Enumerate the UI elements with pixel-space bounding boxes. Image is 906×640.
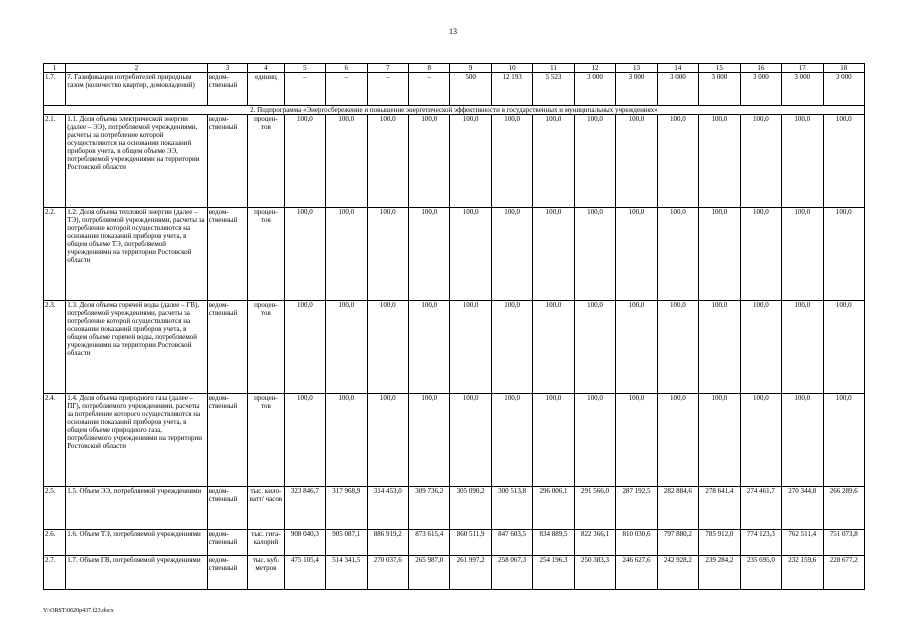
value-cell: 242 928,2: [657, 556, 698, 590]
table-row: [44, 394, 865, 487]
unit-of-measure: тыс. кило-ватт/ часов: [248, 487, 284, 530]
value-cell: 100,0: [326, 301, 367, 394]
value-cell: 314 453,0: [367, 487, 408, 530]
page-number: 13: [449, 27, 457, 36]
value-cell: 235 695,0: [740, 556, 781, 590]
value-cell: 100,0: [616, 208, 657, 301]
value-cell: 100,0: [533, 394, 574, 487]
column-number: 15: [699, 64, 740, 73]
indicator-type: ведом-ственный: [207, 394, 247, 487]
table-row: [44, 530, 865, 556]
value-cell: 873 615,4: [408, 530, 449, 556]
column-number: 9: [450, 64, 491, 73]
unit-of-measure: процен-тов: [248, 115, 284, 208]
indicator-type: ведом-ственный: [207, 301, 247, 394]
value-cell: 100,0: [408, 301, 449, 394]
table-row: [44, 73, 865, 106]
indicator-name: 1.7. Объем ГВ, потребляемой учреждениями: [66, 556, 208, 590]
value-cell: 100,0: [823, 115, 865, 208]
column-number: 4: [248, 64, 284, 73]
value-cell: 232 159,6: [782, 556, 823, 590]
value-cell: 100,0: [284, 301, 325, 394]
value-cell: 274 461,7: [740, 487, 781, 530]
value-cell: 100,0: [450, 301, 491, 394]
column-number: 14: [657, 64, 698, 73]
value-cell: 100,0: [782, 394, 823, 487]
value-cell: 100,0: [740, 301, 781, 394]
unit-of-measure: процен-тов: [248, 394, 284, 487]
value-cell: 300 513,8: [491, 487, 532, 530]
indicator-name: 1.2. Доля объема тепловой энергии (далее – ТЭ), потребляемой учреждениями, расчеты за потребление которой осуществляются на основании показаний приборов учета, в общем объеме ТЭ, потребляемой учреждениями на территории Ростовской области: [66, 208, 208, 301]
row-code: 1.7.: [44, 73, 66, 106]
value-cell: 751 073,8: [823, 530, 865, 556]
value-cell: 305 090,2: [450, 487, 491, 530]
value-cell: –: [367, 73, 408, 106]
table-row: [44, 208, 865, 301]
value-cell: 514 341,5: [326, 556, 367, 590]
row-code: 2.1.: [44, 115, 66, 208]
value-cell: 100,0: [367, 394, 408, 487]
row-code: 2.4.: [44, 394, 66, 487]
footer-file-path: Y:\ORST\0620p437.f23.docx: [43, 608, 114, 614]
value-cell: 100,0: [699, 208, 740, 301]
value-cell: 100,0: [657, 115, 698, 208]
value-cell: 475 105,4: [284, 556, 325, 590]
value-cell: 100,0: [367, 115, 408, 208]
table-row: [44, 487, 865, 530]
value-cell: 100,0: [326, 208, 367, 301]
indicator-type: ведом-ственный: [207, 115, 247, 208]
value-cell: 100,0: [408, 208, 449, 301]
value-cell: 265 987,0: [408, 556, 449, 590]
value-cell: 100,0: [657, 208, 698, 301]
column-number: 17: [782, 64, 823, 73]
value-cell: 860 511,9: [450, 530, 491, 556]
value-cell: 3 000: [574, 73, 615, 106]
value-cell: 100,0: [491, 394, 532, 487]
table-row: [44, 556, 865, 590]
table-row: [44, 115, 865, 208]
section-title: 2. Подпрограмма «Энергосбережение и повышение энергетической эффективности в государственных и муниципальных учреждениях»: [44, 106, 865, 115]
value-cell: 100,0: [782, 301, 823, 394]
value-cell: 100,0: [367, 208, 408, 301]
value-cell: 246 627,6: [616, 556, 657, 590]
value-cell: –: [326, 73, 367, 106]
value-cell: 287 192,5: [616, 487, 657, 530]
value-cell: 3 000: [782, 73, 823, 106]
value-cell: 100,0: [574, 394, 615, 487]
value-cell: 100,0: [450, 394, 491, 487]
value-cell: 100,0: [533, 115, 574, 208]
value-cell: 266 289,6: [823, 487, 865, 530]
value-cell: 100,0: [533, 208, 574, 301]
value-cell: 905 087,1: [326, 530, 367, 556]
column-number: 7: [367, 64, 408, 73]
value-cell: 100,0: [326, 394, 367, 487]
indicator-type: ведом-ственный: [207, 208, 247, 301]
indicators-table: [43, 63, 865, 590]
row-code: 2.2.: [44, 208, 66, 301]
value-cell: 834 889,5: [533, 530, 574, 556]
column-number: 16: [740, 64, 781, 73]
row-code: 2.7.: [44, 556, 66, 590]
value-cell: 886 919,2: [367, 530, 408, 556]
value-cell: 282 884,6: [657, 487, 698, 530]
value-cell: 100,0: [450, 208, 491, 301]
value-cell: 100,0: [782, 208, 823, 301]
value-cell: 908 040,3: [284, 530, 325, 556]
value-cell: 774 123,3: [740, 530, 781, 556]
value-cell: 100,0: [574, 208, 615, 301]
value-cell: 100,0: [740, 115, 781, 208]
column-number: 12: [574, 64, 615, 73]
value-cell: 3 000: [740, 73, 781, 106]
value-cell: 100,0: [284, 394, 325, 487]
value-cell: 810 030,6: [616, 530, 657, 556]
value-cell: –: [408, 73, 449, 106]
row-code: 2.6.: [44, 530, 66, 556]
value-cell: 228 677,2: [823, 556, 865, 590]
indicator-name: 1.4. Доля объема природного газа (далее – ПГ), потребляемого учреждениями, расчеты за потребление которого осуществляются на основании показаний приборов учета, в общем объеме природного газа, потребляемого учреждениями на территории Ростовской области: [66, 394, 208, 487]
value-cell: 5 523: [533, 73, 574, 106]
value-cell: 250 383,3: [574, 556, 615, 590]
indicator-type: ведом-ственный: [207, 556, 247, 590]
value-cell: 100,0: [326, 115, 367, 208]
value-cell: 270 037,6: [367, 556, 408, 590]
value-cell: 100,0: [782, 115, 823, 208]
unit-of-measure: тыс. куб. метров: [248, 556, 284, 590]
value-cell: 3 000: [657, 73, 698, 106]
value-cell: 100,0: [491, 301, 532, 394]
value-cell: 258 067,3: [491, 556, 532, 590]
value-cell: 100,0: [408, 115, 449, 208]
column-number: 1: [44, 64, 66, 73]
indicator-type: ведом-ственный: [207, 530, 247, 556]
value-cell: 100,0: [657, 394, 698, 487]
value-cell: 500: [450, 73, 491, 106]
indicator-name: 1.5. Объем ЭЭ, потребляемой учреждениями: [66, 487, 208, 530]
value-cell: 100,0: [616, 394, 657, 487]
value-cell: 100,0: [491, 115, 532, 208]
unit-of-measure: процен-тов: [248, 301, 284, 394]
value-cell: 100,0: [408, 394, 449, 487]
row-code: 2.3.: [44, 301, 66, 394]
column-number: 8: [408, 64, 449, 73]
value-cell: 309 736,2: [408, 487, 449, 530]
column-number: 2: [66, 64, 208, 73]
column-number: 13: [616, 64, 657, 73]
value-cell: 291 566,0: [574, 487, 615, 530]
value-cell: 239 284,2: [699, 556, 740, 590]
value-cell: 317 968,9: [326, 487, 367, 530]
value-cell: 100,0: [823, 301, 865, 394]
value-cell: 100,0: [616, 301, 657, 394]
column-number: 3: [207, 64, 247, 73]
value-cell: 100,0: [491, 208, 532, 301]
unit-of-measure: процен-тов: [248, 208, 284, 301]
column-number: 11: [533, 64, 574, 73]
indicator-name: 1.3. Доля объема горячей воды (далее – ГВ), потребляемой учреждениями, расчеты за потребление которой осуществляются на основании показаний приборов учета, в общем объеме горячей воды, потребляемой учреждениями на территории Ростовской области: [66, 301, 208, 394]
unit-of-measure: единиц: [248, 73, 284, 106]
value-cell: 100,0: [574, 115, 615, 208]
column-number: 10: [491, 64, 532, 73]
value-cell: 785 912,0: [699, 530, 740, 556]
value-cell: 270 344,8: [782, 487, 823, 530]
value-cell: 847 603,5: [491, 530, 532, 556]
value-cell: 100,0: [823, 208, 865, 301]
value-cell: 100,0: [699, 301, 740, 394]
indicator-type: ведом-ственный: [207, 73, 247, 106]
value-cell: 296 006,1: [533, 487, 574, 530]
value-cell: 100,0: [657, 301, 698, 394]
value-cell: 762 511,4: [782, 530, 823, 556]
value-cell: 261 997,2: [450, 556, 491, 590]
value-cell: 100,0: [740, 394, 781, 487]
value-cell: 100,0: [740, 208, 781, 301]
value-cell: 100,0: [616, 115, 657, 208]
indicator-name: 1.1. Доля объема электрической энергии (далее – ЭЭ), потребляемой учреждениями, расчеты за потребление которой осуществляются на основании показаний приборов учета, в общем объеме ЭЭ, потребляемой учреждениями на территории Ростовской области: [66, 115, 208, 208]
value-cell: 278 641,4: [699, 487, 740, 530]
unit-of-measure: тыс. гига-калорий: [248, 530, 284, 556]
column-number: 18: [823, 64, 865, 73]
value-cell: 100,0: [284, 208, 325, 301]
value-cell: 100,0: [533, 301, 574, 394]
indicator-type: ведом-ственный: [207, 487, 247, 530]
row-code: 2.5.: [44, 487, 66, 530]
column-number: 6: [326, 64, 367, 73]
value-cell: 254 196,3: [533, 556, 574, 590]
value-cell: 3 000: [616, 73, 657, 106]
value-cell: –: [284, 73, 325, 106]
value-cell: 822 366,1: [574, 530, 615, 556]
value-cell: 3 000: [699, 73, 740, 106]
value-cell: 100,0: [699, 394, 740, 487]
column-number: 5: [284, 64, 325, 73]
value-cell: 100,0: [450, 115, 491, 208]
value-cell: 3 000: [823, 73, 865, 106]
value-cell: 797 880,2: [657, 530, 698, 556]
column-number-row: [44, 64, 865, 73]
indicator-name: 1.6. Объем ТЭ, потребляемой учреждениями: [66, 530, 208, 556]
value-cell: 100,0: [823, 394, 865, 487]
value-cell: 100,0: [699, 115, 740, 208]
value-cell: 100,0: [367, 301, 408, 394]
value-cell: 100,0: [574, 301, 615, 394]
value-cell: 12 193: [491, 73, 532, 106]
indicator-name: 7. Газификация потребителей природным газом (количество квартир, домовладений): [66, 73, 208, 106]
table-row: [44, 301, 865, 394]
value-cell: 100,0: [284, 115, 325, 208]
section-row: [44, 106, 865, 115]
value-cell: 323 846,7: [284, 487, 325, 530]
